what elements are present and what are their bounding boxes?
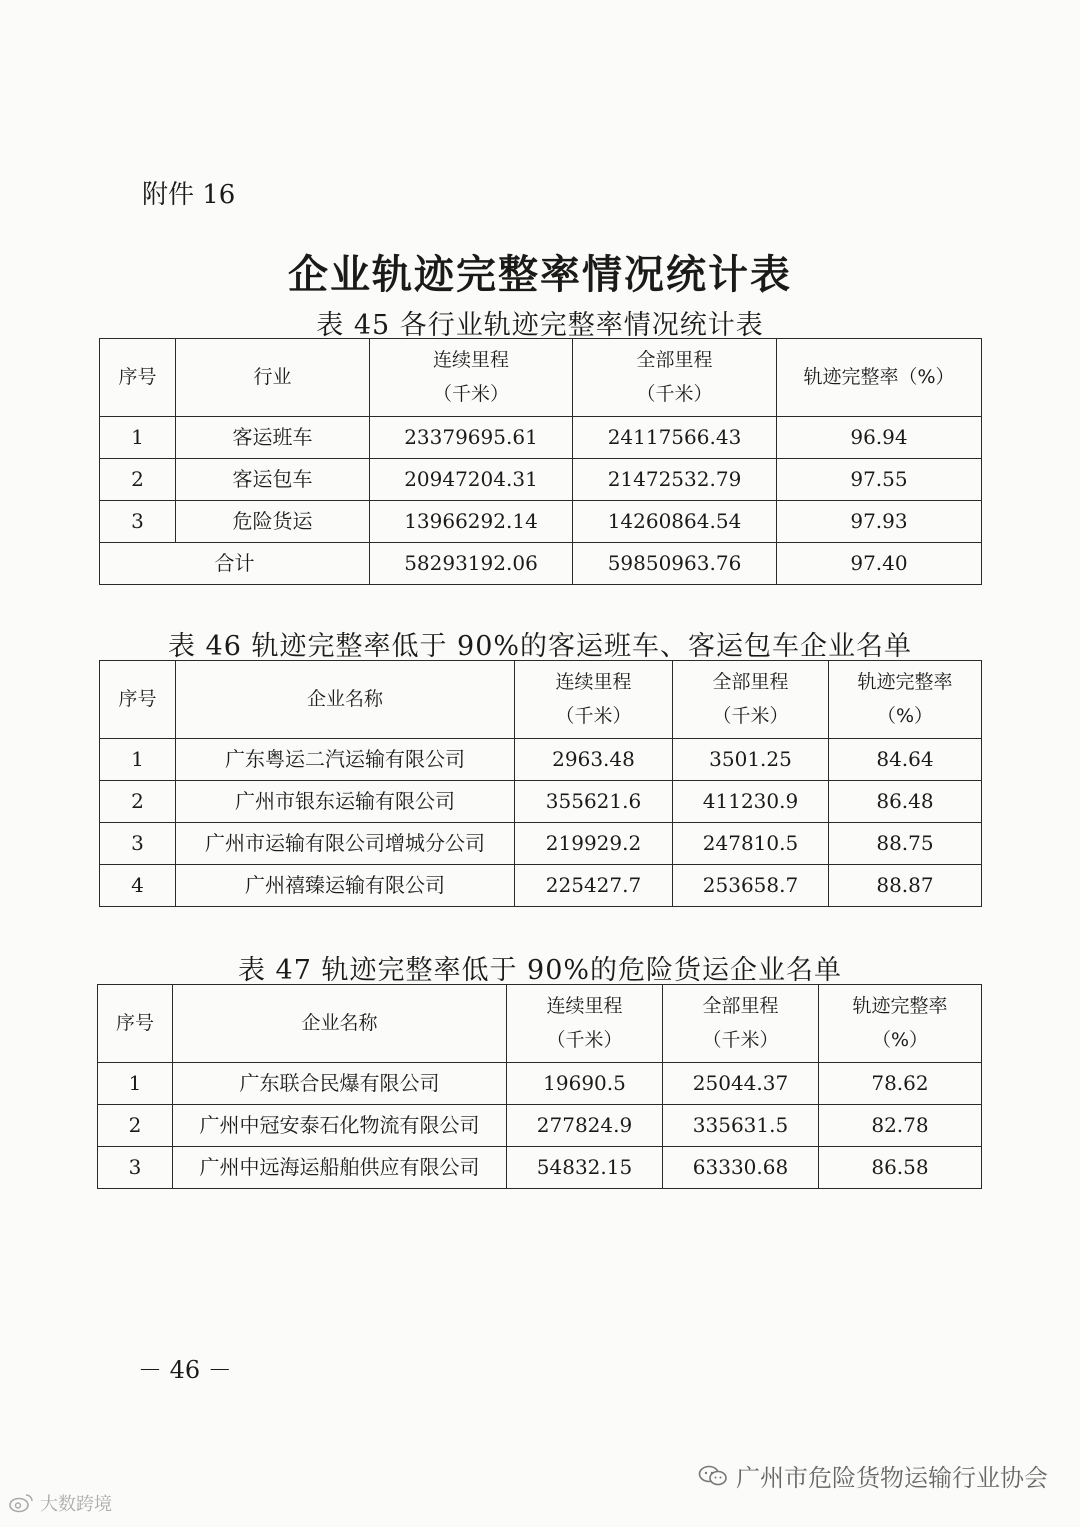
cell-seq: 2 (100, 781, 176, 823)
table46-header-row (100, 661, 982, 739)
header-seq: 序号 (100, 339, 176, 417)
cell-continuous: 355621.6 (515, 781, 673, 823)
header-rate: 轨迹完整率 （%） (819, 985, 982, 1063)
cell-rate: 88.87 (829, 865, 982, 907)
cell-rate: 78.62 (819, 1063, 982, 1105)
table46 (99, 660, 982, 907)
cell-name: 广州市运输有限公司增城分公司 (176, 823, 515, 865)
cell-rate: 97.55 (777, 459, 982, 501)
header-total: 全部里程 （千米） (573, 339, 777, 417)
cell-continuous: 54832.15 (507, 1147, 663, 1189)
cell-total: 3501.25 (673, 739, 829, 781)
corner-logo-text: 大数跨境 (40, 1494, 112, 1515)
table45 (99, 338, 982, 585)
table-row (100, 501, 982, 543)
cell-total: 63330.68 (663, 1147, 819, 1189)
table47 (97, 984, 982, 1189)
header-continuous: 连续里程 （千米） (370, 339, 573, 417)
cell-name: 广州禧臻运输有限公司 (176, 865, 515, 907)
watermark-text: 广州市危险货物运输行业协会 (736, 1464, 1048, 1492)
page-number: － 46 － (138, 1356, 232, 1384)
cell-rate: 86.58 (819, 1147, 982, 1189)
header-continuous: 连续里程 （千米） (507, 985, 663, 1063)
cell-continuous: 219929.2 (515, 823, 673, 865)
table46-caption: 表 46 轨迹完整率低于 90%的客运班车、客运包车企业名单 (167, 631, 913, 662)
cell-total: 59850963.76 (573, 543, 777, 585)
table45-caption: 表 45 各行业轨迹完整率情况统计表 (316, 310, 764, 341)
cell-seq: 2 (98, 1105, 173, 1147)
cell-industry: 客运班车 (176, 417, 370, 459)
watermark (698, 1458, 1048, 1493)
cell-continuous: 58293192.06 (370, 543, 573, 585)
cell-continuous: 20947204.31 (370, 459, 573, 501)
cell-rate: 82.78 (819, 1105, 982, 1147)
attachment-label: 附件 16 (142, 180, 236, 210)
table-row (100, 459, 982, 501)
cell-total: 24117566.43 (573, 417, 777, 459)
cell-industry: 危险货运 (176, 501, 370, 543)
table45-sum-row (100, 543, 982, 585)
table-row (98, 1147, 982, 1189)
cell-seq: 3 (100, 823, 176, 865)
cell-seq: 4 (100, 865, 176, 907)
header-name: 企业名称 (176, 661, 515, 739)
cell-seq: 1 (98, 1063, 173, 1105)
header-total: 全部里程 （千米） (663, 985, 819, 1063)
cell-continuous: 2963.48 (515, 739, 673, 781)
header-name: 企业名称 (173, 985, 507, 1063)
cell-continuous: 225427.7 (515, 865, 673, 907)
weibo-icon (8, 1493, 34, 1513)
table-row (100, 781, 982, 823)
cell-sum-label: 合计 (100, 543, 370, 585)
header-rate: 轨迹完整率 （%） (829, 661, 982, 739)
table-row (98, 1063, 982, 1105)
cell-total: 247810.5 (673, 823, 829, 865)
cell-industry: 客运包车 (176, 459, 370, 501)
table-row (100, 417, 982, 459)
wechat-icon (698, 1465, 728, 1487)
header-total: 全部里程 （千米） (673, 661, 829, 739)
table45-header-row (100, 339, 982, 417)
corner-logo (8, 1490, 112, 1516)
header-seq: 序号 (98, 985, 173, 1063)
cell-continuous: 19690.5 (507, 1063, 663, 1105)
cell-total: 253658.7 (673, 865, 829, 907)
page-title: 企业轨迹完整率情况统计表 (288, 251, 792, 298)
header-continuous: 连续里程 （千米） (515, 661, 673, 739)
cell-name: 广州中远海运船舶供应有限公司 (173, 1147, 507, 1189)
cell-total: 14260864.54 (573, 501, 777, 543)
cell-name: 广东联合民爆有限公司 (173, 1063, 507, 1105)
cell-seq: 2 (100, 459, 176, 501)
table-row (100, 739, 982, 781)
cell-seq: 3 (100, 501, 176, 543)
cell-total: 335631.5 (663, 1105, 819, 1147)
table-row (100, 823, 982, 865)
cell-continuous: 277824.9 (507, 1105, 663, 1147)
cell-rate: 97.40 (777, 543, 982, 585)
header-industry: 行业 (176, 339, 370, 417)
cell-rate: 96.94 (777, 417, 982, 459)
cell-rate: 84.64 (829, 739, 982, 781)
cell-rate: 88.75 (829, 823, 982, 865)
cell-continuous: 23379695.61 (370, 417, 573, 459)
table-row (100, 865, 982, 907)
cell-name: 广州中冠安泰石化物流有限公司 (173, 1105, 507, 1147)
cell-name: 广州市银东运输有限公司 (176, 781, 515, 823)
header-seq: 序号 (100, 661, 176, 739)
table-row (98, 1105, 982, 1147)
cell-seq: 1 (100, 739, 176, 781)
cell-total: 411230.9 (673, 781, 829, 823)
cell-name: 广东粤运二汽运输有限公司 (176, 739, 515, 781)
table47-header-row (98, 985, 982, 1063)
header-rate: 轨迹完整率（%） (777, 339, 982, 417)
cell-seq: 3 (98, 1147, 173, 1189)
cell-rate: 86.48 (829, 781, 982, 823)
cell-total: 25044.37 (663, 1063, 819, 1105)
cell-continuous: 13966292.14 (370, 501, 573, 543)
cell-seq: 1 (100, 417, 176, 459)
table47-caption: 表 47 轨迹完整率低于 90%的危险货运企业名单 (237, 955, 843, 986)
cell-rate: 97.93 (777, 501, 982, 543)
cell-total: 21472532.79 (573, 459, 777, 501)
